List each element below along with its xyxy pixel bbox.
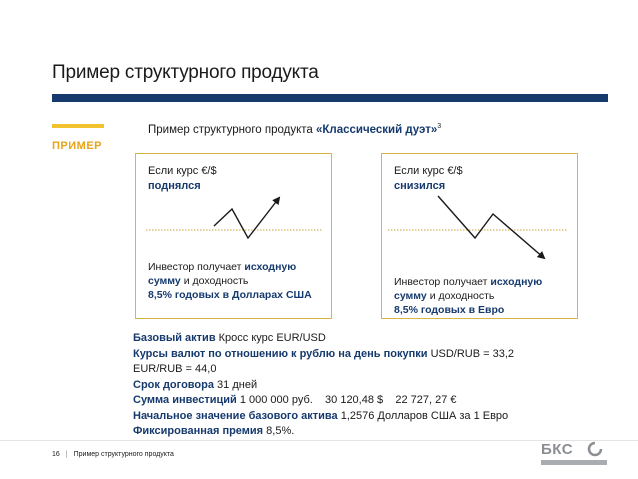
fall-result bbox=[394, 275, 577, 317]
rise-condition bbox=[148, 164, 217, 194]
fall-result-yield: 8,5% годовых в Евро bbox=[394, 304, 505, 316]
bks-logo bbox=[541, 441, 607, 467]
fall-arrow-icon bbox=[438, 196, 544, 258]
detail-row bbox=[133, 409, 514, 425]
rise-condition-text: Если курс €/$ bbox=[148, 165, 217, 177]
rise-result-text: Инвестор получает bbox=[148, 261, 245, 273]
scenario-rise-panel bbox=[135, 153, 332, 319]
detail-row bbox=[133, 424, 514, 440]
footer-text: Пример структурного продукта bbox=[73, 451, 174, 458]
detail-row bbox=[133, 378, 514, 394]
detail-value: 1 000 000 руб. 30 120,48 $ 22 727, 27 € bbox=[236, 394, 457, 406]
detail-key: Сумма инвестиций bbox=[133, 394, 237, 406]
fall-condition-text: Если курс €/$ bbox=[394, 165, 463, 177]
detail-row bbox=[133, 347, 514, 363]
fall-result-amount: исходную сумму bbox=[394, 276, 543, 302]
detail-row bbox=[133, 362, 514, 378]
fall-condition-bold: снизился bbox=[394, 180, 446, 192]
product-name: «Классический дуэт» bbox=[315, 123, 438, 136]
example-accent-line bbox=[52, 124, 104, 128]
product-subtitle bbox=[148, 123, 441, 136]
fall-condition bbox=[394, 164, 463, 194]
rise-result bbox=[148, 260, 331, 302]
detail-value: EUR/RUB = 44,0 bbox=[133, 363, 217, 375]
footnote-marker: 3 bbox=[437, 123, 442, 130]
fall-result-text: Инвестор получает bbox=[394, 276, 491, 288]
detail-row bbox=[133, 393, 514, 409]
rise-result-yield: 8,5% годовых в Долларах США bbox=[148, 289, 312, 301]
scenario-fall-panel bbox=[381, 153, 578, 319]
detail-key: Базовый актив bbox=[133, 332, 216, 344]
detail-key: Фиксированная премия bbox=[133, 425, 264, 437]
title-bar bbox=[52, 94, 608, 102]
product-details bbox=[133, 331, 514, 440]
detail-key: Начальное значение базового актива bbox=[133, 409, 338, 422]
rise-result-text-2: и доходность bbox=[180, 275, 249, 287]
footer-separator: | bbox=[65, 451, 68, 458]
detail-value: 31 дней bbox=[213, 378, 258, 391]
detail-key: Срок договора bbox=[133, 378, 214, 391]
page-number: 16 bbox=[52, 451, 60, 458]
fall-result-text-2: и доходность bbox=[426, 290, 495, 302]
logo-mark-icon bbox=[587, 441, 603, 457]
rise-arrow-icon bbox=[214, 198, 279, 238]
detail-row bbox=[133, 331, 514, 347]
rise-condition-bold: поднялся bbox=[148, 180, 201, 192]
page-title: Пример структурного продукта bbox=[52, 62, 319, 83]
logo-bar bbox=[541, 460, 607, 465]
detail-value: USD/RUB = 33,2 bbox=[427, 347, 515, 360]
example-label: ПРИМЕР bbox=[52, 140, 102, 152]
detail-key: Курсы валют по отношению к рублю на день покупки bbox=[133, 347, 428, 360]
rise-result-amount: исходную сумму bbox=[148, 261, 297, 287]
detail-value: Кросс курс EUR/USD bbox=[215, 332, 326, 344]
detail-value: 1,2576 Долларов США за 1 Евро bbox=[337, 409, 509, 422]
page-footer bbox=[52, 451, 174, 458]
detail-value: 8,5%. bbox=[263, 425, 295, 437]
subtitle-prefix: Пример структурного продукта bbox=[148, 123, 316, 136]
logo-text: БКС bbox=[541, 441, 574, 458]
